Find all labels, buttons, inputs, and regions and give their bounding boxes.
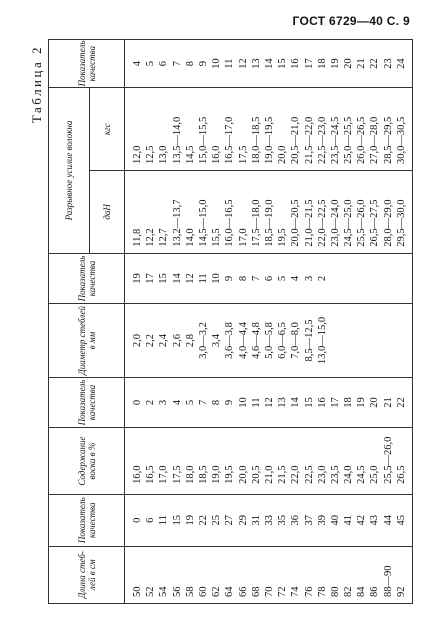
quality-3-cell: 2	[316, 253, 329, 304]
quality-1-cell: 25	[210, 494, 223, 546]
table-caption: Таблица 2	[29, 45, 44, 124]
length-cell: 50	[125, 546, 145, 603]
header-diameter: Диаметр стеблей в мм	[49, 304, 125, 378]
quality-4-cell: 12	[237, 40, 250, 88]
table-row	[276, 40, 289, 604]
dan-cell: 17,5—18,0	[250, 171, 263, 254]
rotated-table-block	[28, 39, 407, 604]
kgs-cell: 22,5—23,0	[316, 88, 329, 171]
table-row	[329, 40, 342, 604]
quality-3-cell: 15	[157, 253, 170, 304]
diameter-cell	[329, 304, 342, 378]
length-cell: 58	[184, 546, 197, 603]
quality-2-cell: 14	[289, 377, 302, 428]
wax-cell: 23,5	[329, 428, 342, 495]
quality-3-cell: 19	[125, 253, 145, 304]
quality-2-cell: 12	[263, 377, 276, 428]
wax-cell: 16,5	[144, 428, 157, 495]
quality-3-cell	[329, 253, 342, 304]
quality-3-cell	[382, 253, 395, 304]
header-quality-3: Показатель качества	[49, 253, 125, 304]
data-table	[48, 39, 413, 604]
length-cell: 78	[316, 546, 329, 603]
dan-cell: 26,5—27,5	[368, 171, 381, 254]
wax-cell: 19,0	[210, 428, 223, 495]
kgs-cell: 17,5	[237, 88, 250, 171]
quality-2-cell: 10	[237, 377, 250, 428]
wax-cell: 17,5	[171, 428, 184, 495]
length-cell: 70	[263, 546, 276, 603]
table-header	[49, 40, 125, 604]
quality-4-cell: 16	[289, 40, 302, 88]
kgs-cell: 16,5—17,0	[223, 88, 236, 171]
wax-cell: 19,5	[223, 428, 236, 495]
kgs-cell: 23,5—24,5	[329, 88, 342, 171]
quality-3-cell	[395, 253, 413, 304]
quality-2-cell: 16	[316, 377, 329, 428]
length-cell: 80	[329, 546, 342, 603]
dan-cell: 19,5	[276, 171, 289, 254]
quality-3-cell: 8	[237, 253, 250, 304]
dan-cell: 22,0—22,5	[316, 171, 329, 254]
quality-2-cell: 17	[329, 377, 342, 428]
quality-3-cell: 11	[197, 253, 210, 304]
quality-1-cell: 45	[395, 494, 413, 546]
quality-2-cell: 5	[184, 377, 197, 428]
quality-1-cell: 37	[302, 494, 315, 546]
quality-1-cell: 35	[276, 494, 289, 546]
header-dan: даН	[90, 171, 125, 254]
quality-4-cell: 6	[157, 40, 170, 88]
wax-cell: 23,0	[316, 428, 329, 495]
length-cell: 66	[237, 546, 250, 603]
kgs-cell: 13,5—14,0	[171, 88, 184, 171]
length-cell: 54	[157, 546, 170, 603]
quality-1-cell: 19	[184, 494, 197, 546]
quality-1-cell: 27	[223, 494, 236, 546]
header-break-group: Разрывное усилие волокна	[49, 88, 90, 253]
quality-4-cell: 21	[355, 40, 368, 88]
length-cell: 74	[289, 546, 302, 603]
wax-cell: 22,0	[289, 428, 302, 495]
kgs-cell: 13,0	[157, 88, 170, 171]
length-cell: 56	[171, 546, 184, 603]
table-row	[210, 40, 223, 604]
quality-3-cell: 4	[289, 253, 302, 304]
quality-1-cell: 6	[144, 494, 157, 546]
header-wax: Содержание воска в %	[49, 428, 125, 495]
quality-4-cell: 17	[302, 40, 315, 88]
diameter-cell: 5,0—5,8	[263, 304, 276, 378]
diameter-cell: 4,0—4,4	[237, 304, 250, 378]
quality-4-cell: 11	[223, 40, 236, 88]
quality-4-cell: 20	[342, 40, 355, 88]
wax-cell: 22,5	[302, 428, 315, 495]
length-cell: 86	[368, 546, 381, 603]
quality-3-cell	[355, 253, 368, 304]
quality-2-cell: 13	[276, 377, 289, 428]
dan-cell: 14,5—15,0	[197, 171, 210, 254]
quality-4-cell: 4	[125, 40, 145, 88]
quality-3-cell: 17	[144, 253, 157, 304]
quality-2-cell: 20	[368, 377, 381, 428]
table-row	[171, 40, 184, 604]
quality-3-cell: 5	[276, 253, 289, 304]
diameter-cell: 2,8	[184, 304, 197, 378]
quality-1-cell: 41	[342, 494, 355, 546]
kgs-cell: 12,5	[144, 88, 157, 171]
quality-2-cell: 9	[223, 377, 236, 428]
kgs-cell: 15,0—15,5	[197, 88, 210, 171]
kgs-cell: 25,0—25,5	[342, 88, 355, 171]
wax-cell: 24,0	[342, 428, 355, 495]
dan-cell: 25,5—26,0	[355, 171, 368, 254]
table-row	[197, 40, 210, 604]
diameter-cell: 13,0—15,0	[316, 304, 329, 378]
dan-cell: 29,5—30,0	[395, 171, 413, 254]
page-header: ГОСТ 6729—40 С. 9	[292, 14, 410, 28]
quality-4-cell: 13	[250, 40, 263, 88]
quality-4-cell: 18	[316, 40, 329, 88]
quality-4-cell: 10	[210, 40, 223, 88]
table-row	[125, 40, 145, 604]
quality-1-cell: 0	[125, 494, 145, 546]
diameter-cell	[355, 304, 368, 378]
table-row	[144, 40, 157, 604]
quality-3-cell: 6	[263, 253, 276, 304]
quality-1-cell: 15	[171, 494, 184, 546]
header-length: Длина стеб-лей в см	[49, 546, 125, 603]
kgs-cell: 20,0	[276, 88, 289, 171]
quality-2-cell: 4	[171, 377, 184, 428]
diameter-cell: 3,0—3,2	[197, 304, 210, 378]
kgs-cell: 20,5—21,0	[289, 88, 302, 171]
diameter-cell: 8,5—12,5	[302, 304, 315, 378]
quality-4-cell: 8	[184, 40, 197, 88]
quality-4-cell: 14	[263, 40, 276, 88]
quality-2-cell: 2	[144, 377, 157, 428]
length-cell: 92	[395, 546, 413, 603]
wax-cell: 21,0	[263, 428, 276, 495]
dan-cell: 13,2—13,7	[171, 171, 184, 254]
length-cell: 82	[342, 546, 355, 603]
dan-cell: 23,0—24,0	[329, 171, 342, 254]
diameter-cell: 4,6—4,8	[250, 304, 263, 378]
diameter-cell	[368, 304, 381, 378]
wax-cell: 16,0	[125, 428, 145, 495]
wax-cell: 24,5	[355, 428, 368, 495]
quality-2-cell: 15	[302, 377, 315, 428]
quality-2-cell: 0	[125, 377, 145, 428]
kgs-cell: 30,0—30,5	[395, 88, 413, 171]
length-cell: 62	[210, 546, 223, 603]
dan-cell: 20,0—20,5	[289, 171, 302, 254]
quality-1-cell: 42	[355, 494, 368, 546]
quality-2-cell: 19	[355, 377, 368, 428]
table-row	[223, 40, 236, 604]
kgs-cell: 19,0—19,5	[263, 88, 276, 171]
quality-1-cell: 22	[197, 494, 210, 546]
dan-cell: 11,8	[125, 171, 145, 254]
table-row	[263, 40, 276, 604]
quality-3-cell: 10	[210, 253, 223, 304]
diameter-cell: 2,2	[144, 304, 157, 378]
diameter-cell: 7,0—8,0	[289, 304, 302, 378]
wax-cell: 20,0	[237, 428, 250, 495]
quality-3-cell: 9	[223, 253, 236, 304]
quality-1-cell: 31	[250, 494, 263, 546]
quality-3-cell	[342, 253, 355, 304]
wax-cell: 20,5	[250, 428, 263, 495]
dan-cell: 24,5—25,0	[342, 171, 355, 254]
dan-cell: 14,0	[184, 171, 197, 254]
wax-cell: 26,5	[395, 428, 413, 495]
table-row	[302, 40, 315, 604]
diameter-cell	[382, 304, 395, 378]
kgs-cell: 26,0—26,5	[355, 88, 368, 171]
quality-4-cell: 24	[395, 40, 413, 88]
diameter-cell	[342, 304, 355, 378]
quality-1-cell: 40	[329, 494, 342, 546]
quality-3-cell: 12	[184, 253, 197, 304]
kgs-cell: 18,0—18,5	[250, 88, 263, 171]
quality-3-cell: 14	[171, 253, 184, 304]
quality-2-cell: 18	[342, 377, 355, 428]
quality-2-cell: 11	[250, 377, 263, 428]
dan-cell: 15,5	[210, 171, 223, 254]
quality-4-cell: 9	[197, 40, 210, 88]
table-row	[342, 40, 355, 604]
wax-cell: 18,5	[197, 428, 210, 495]
table-row	[368, 40, 381, 604]
dan-cell: 12,2	[144, 171, 157, 254]
wax-cell: 18,0	[184, 428, 197, 495]
diameter-cell: 6,0—6,5	[276, 304, 289, 378]
kgs-cell: 14,5	[184, 88, 197, 171]
kgs-cell: 27,0—28,0	[368, 88, 381, 171]
wax-cell: 25,0	[368, 428, 381, 495]
quality-4-cell: 23	[382, 40, 395, 88]
quality-4-cell: 19	[329, 40, 342, 88]
kgs-cell: 28,5—29,5	[382, 88, 395, 171]
quality-4-cell: 5	[144, 40, 157, 88]
quality-2-cell: 7	[197, 377, 210, 428]
quality-3-cell: 7	[250, 253, 263, 304]
table-row	[355, 40, 368, 604]
diameter-cell: 3,4	[210, 304, 223, 378]
dan-cell: 21,0—21,5	[302, 171, 315, 254]
table-body	[125, 40, 413, 604]
quality-2-cell: 21	[382, 377, 395, 428]
quality-4-cell: 7	[171, 40, 184, 88]
header-quality-1: Показатель качества	[49, 494, 125, 546]
wax-cell: 21,5	[276, 428, 289, 495]
kgs-cell: 16,0	[210, 88, 223, 171]
diameter-cell: 2,4	[157, 304, 170, 378]
table-row	[157, 40, 170, 604]
length-cell: 52	[144, 546, 157, 603]
diameter-cell: 2,0	[125, 304, 145, 378]
length-cell: 64	[223, 546, 236, 603]
header-quality-4: Показатель качества	[49, 40, 125, 88]
dan-cell: 16,0—16,5	[223, 171, 236, 254]
quality-2-cell: 22	[395, 377, 413, 428]
quality-4-cell: 22	[368, 40, 381, 88]
table-row	[237, 40, 250, 604]
wax-cell: 25,5—26,0	[382, 428, 395, 495]
dan-cell: 17,0	[237, 171, 250, 254]
diameter-cell	[395, 304, 413, 378]
dan-cell: 18,5—19,0	[263, 171, 276, 254]
quality-2-cell: 3	[157, 377, 170, 428]
length-cell: 68	[250, 546, 263, 603]
kgs-cell: 12,0	[125, 88, 145, 171]
table-row	[382, 40, 395, 604]
header-kgs: кгс	[90, 88, 125, 171]
quality-1-cell: 44	[382, 494, 395, 546]
wax-cell: 17,0	[157, 428, 170, 495]
quality-1-cell: 33	[263, 494, 276, 546]
diameter-cell: 3,6—3,8	[223, 304, 236, 378]
table-row	[395, 40, 413, 604]
table-row	[289, 40, 302, 604]
quality-1-cell: 43	[368, 494, 381, 546]
length-cell: 60	[197, 546, 210, 603]
quality-3-cell: 3	[302, 253, 315, 304]
length-cell: 76	[302, 546, 315, 603]
quality-1-cell: 11	[157, 494, 170, 546]
kgs-cell: 21,5—22,0	[302, 88, 315, 171]
dan-cell: 12,7	[157, 171, 170, 254]
table-row	[184, 40, 197, 604]
table-row	[316, 40, 329, 604]
quality-1-cell: 29	[237, 494, 250, 546]
length-cell: 72	[276, 546, 289, 603]
length-cell: 88—90	[382, 546, 395, 603]
table-row	[250, 40, 263, 604]
header-quality-2: Показатель качества	[49, 377, 125, 428]
quality-1-cell: 36	[289, 494, 302, 546]
dan-cell: 28,0—29,0	[382, 171, 395, 254]
quality-1-cell: 39	[316, 494, 329, 546]
diameter-cell: 2,6	[171, 304, 184, 378]
length-cell: 84	[355, 546, 368, 603]
quality-4-cell: 15	[276, 40, 289, 88]
quality-3-cell	[368, 253, 381, 304]
quality-2-cell: 8	[210, 377, 223, 428]
